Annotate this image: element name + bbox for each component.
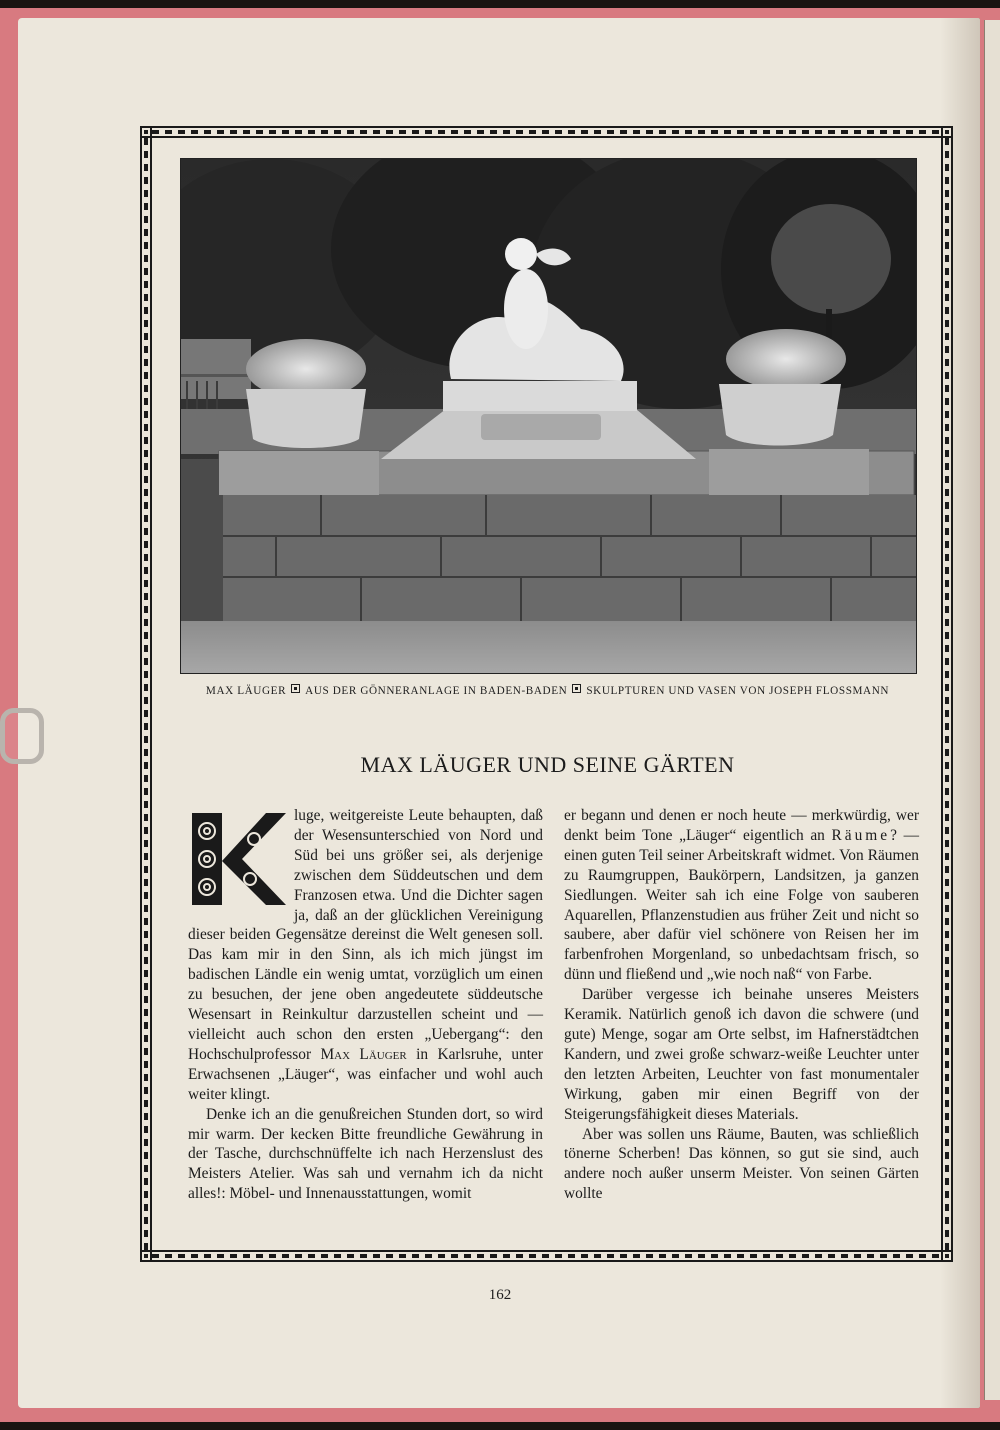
paragraph xyxy=(188,806,543,1105)
frame-corner-bottom-right xyxy=(941,1250,953,1262)
caption-credit: SKULPTUREN UND VASEN VON JOSEPH FLOSSMANN xyxy=(586,685,890,697)
page-number: 162 xyxy=(488,1287,512,1303)
paragraph-text: er begann und denen er noch heute — merkwürdig, wer denkt beim Tone „Läuger“ eigentlich an xyxy=(564,807,919,844)
paragraph: Denke ich an die genußreichen Stunden dort, so wird mir warm. Der kecken Bitte freundliche Gewährung in der Tasche, durchschnüffelte ich nach Herzenslust des Meisters Atelier. Was sah und vernahm ich da nicht alles!: Möbel- und Innenausstattungen, womit xyxy=(188,1105,543,1203)
caption-author: MAX LÄUGER xyxy=(205,685,287,697)
caption-separator-icon xyxy=(291,684,300,693)
bookmark-clip xyxy=(0,708,44,764)
caption-location: AUS DER GÖNNERANLAGE IN BADEN-BADEN xyxy=(305,685,568,697)
photograph-fountain-garden xyxy=(180,158,917,674)
ornamental-initial-icon xyxy=(188,809,288,909)
frame-bottom-border xyxy=(152,1250,941,1262)
paragraph: Darüber vergesse ich beinahe unseres Meisters Keramik. Natürlich genoß ich davon die schwere (und gute) Menge, sogar am Orte selbst, im Hafnerstädtchen Kandern, und zwei große schwarz-weiße Leuchter unter den letzten Arbeiten, Leuchter von fast monumentaler Wirkung, gaben mir einen Begriff von der Steigerungsfähigkeit dieses Materials. xyxy=(564,986,919,1123)
paragraph-text: ? — einen guten Teil seiner Arbeitskraft widmet. Von Räumen zu Raumgruppen, Baukörpern, Landsitzen, ja ganzen Siedlungen. Weiter sah ich eine Folge von sauberen Aquarellen, Pflanzenstudien aus früher Zeit und nicht so saubere, aber dafür viel schönere von Reisen her im farbenfrohen Morgenland, so unbedachtsam frisch, so dünn und fließend und „wie noch naß“ von Farbe. xyxy=(564,826,919,984)
emphasized-word: Räume xyxy=(831,826,891,844)
article-title: MAX LÄUGER UND SEINE GÄRTEN xyxy=(360,752,735,777)
frame-left-border xyxy=(140,138,152,1250)
paragraph: Aber was sollen uns Räume, Bauten, was schließlich tönerne Scherben! Das können, so gut sie sind, auch andere noch außer unserm Meister. Von seinen Gärten wollte xyxy=(564,1125,919,1203)
person-name: Max Läuger xyxy=(320,1045,407,1063)
frame-corner-top-left xyxy=(140,126,152,138)
frame-top-border xyxy=(152,126,941,138)
text-column-right xyxy=(564,806,919,1204)
paragraph xyxy=(564,806,919,985)
caption-separator-icon xyxy=(572,684,581,693)
text-column-left xyxy=(188,806,543,1204)
frame-corner-top-right xyxy=(941,126,953,138)
photo-caption xyxy=(180,684,915,697)
frame-corner-bottom-left xyxy=(140,1250,152,1262)
paragraph-text: in Karlsruhe, unter Erwachsenen „Läuger“, was einfacher und wohl auch weiter klingt. xyxy=(188,1045,543,1103)
frame-right-border xyxy=(941,138,953,1250)
paragraph-text: luge, weitgereiste Leute behaupten, daß der Wesensunterschied von Nord und Süd bei uns größer sei, als derjenige zwischen dem Süddeutschen und dem Franzosen etwa. Und die Dichter sagen ja, daß an der glücklichen Vereinigung dieser beiden Gegensätze dereinst die Welt genesen soll. Das kam mir in den Sinn, als ich mich jüngst im badischen Ländle ein wenig umtat, vorzüglich um einen zu besuchen, der jene oben angedeutete süddeutsche Wesensart in Reinkultur darzustellen scheint und — vielleicht auch schon den ersten „Uebergang“: den Hochschulprofessor xyxy=(188,807,543,1063)
next-page-edge xyxy=(984,20,1000,1400)
